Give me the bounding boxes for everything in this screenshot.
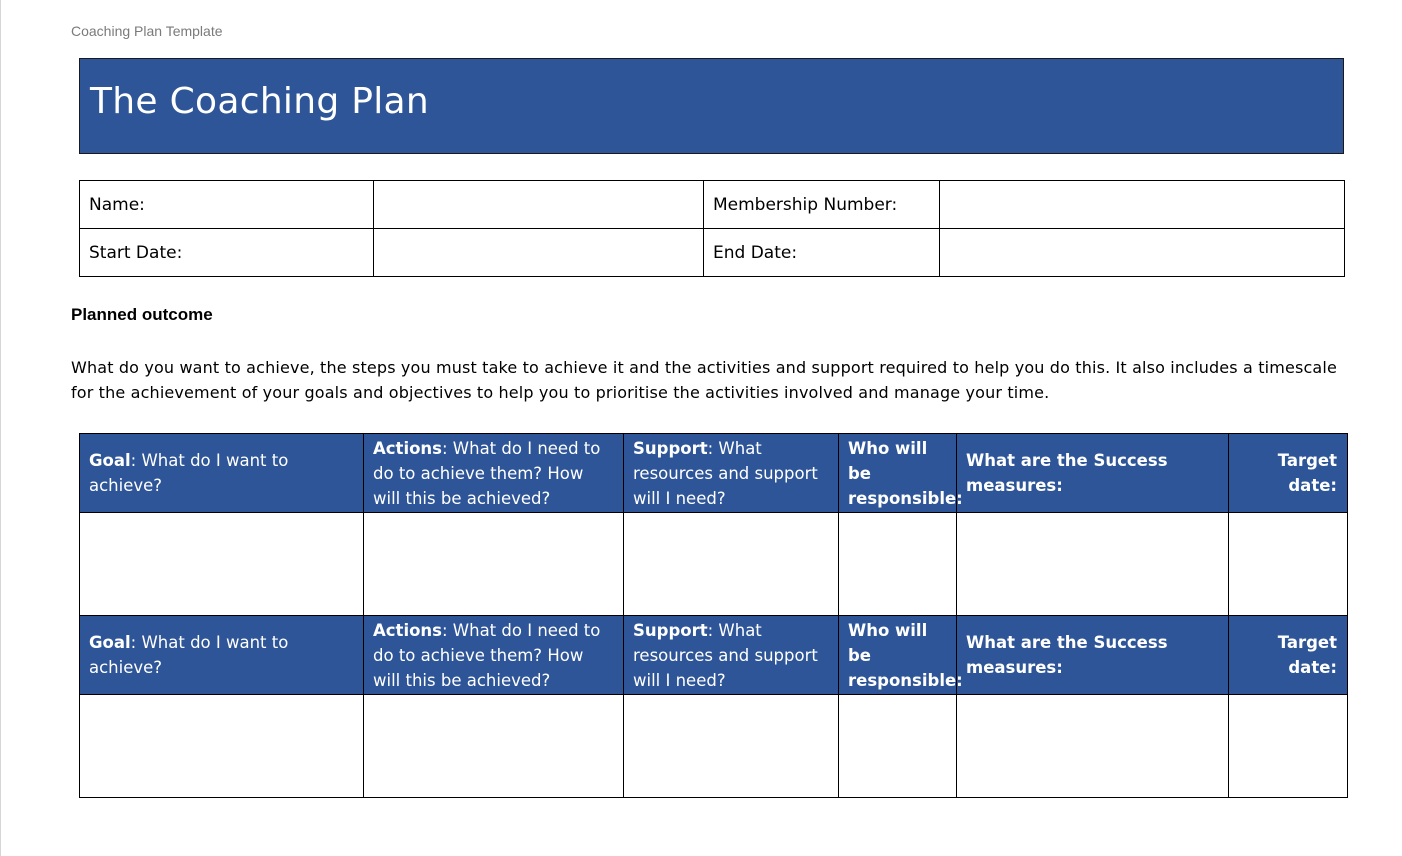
success-measures-column-header: What are the Success measures:	[957, 616, 1229, 695]
support-cell[interactable]	[624, 513, 839, 616]
start-date-label: Start Date:	[80, 229, 374, 277]
actions-header-text: : What do I need to do to achieve them? How will this be achieved?	[373, 438, 601, 508]
target-date-column-header: Target date:	[1229, 616, 1348, 695]
support-column-header	[624, 616, 839, 695]
success-measures-cell[interactable]	[957, 695, 1229, 798]
name-field[interactable]	[374, 181, 704, 229]
support-header-strong: Support	[633, 620, 708, 640]
actions-header-strong: Actions	[373, 438, 442, 458]
goal-column-header	[80, 434, 364, 513]
title-banner	[79, 58, 1344, 154]
actions-column-header	[364, 616, 624, 695]
actions-cell[interactable]	[364, 513, 624, 616]
support-column-header	[624, 434, 839, 513]
intro-paragraph: What do you want to achieve, the steps you must take to achieve it and the activities and support required to help you do this. It also includes a timescale for the achievement of your goals and objectives to help you to prioritise the activities involved and manage your time.	[71, 358, 1337, 402]
goal-header-strong: Goal	[89, 451, 131, 470]
who-responsible-column-header: Who will be responsible:	[839, 434, 957, 513]
goal-header-strong: Goal	[89, 633, 131, 652]
goal-header-text: : What do I want to achieve?	[89, 633, 289, 677]
support-header-strong: Support	[633, 438, 708, 458]
target-date-column-header: Target date:	[1229, 434, 1348, 513]
page-edge-rule	[0, 0, 1, 856]
info-row-name	[80, 181, 1345, 229]
end-date-label: End Date:	[704, 229, 940, 277]
goal-column-header	[80, 616, 364, 695]
target-date-cell[interactable]	[1229, 695, 1348, 798]
who-responsible-cell[interactable]	[839, 513, 957, 616]
start-date-field[interactable]	[374, 229, 704, 277]
support-header-text: : What resources and support will I need?	[633, 438, 818, 508]
support-cell[interactable]	[624, 695, 839, 798]
membership-number-field[interactable]	[940, 181, 1345, 229]
name-label: Name:	[80, 181, 374, 229]
actions-column-header	[364, 434, 624, 513]
success-measures-column-header: What are the Success measures:	[957, 434, 1229, 513]
member-info-table	[79, 180, 1345, 277]
coaching-plan-table	[79, 433, 1348, 798]
who-responsible-cell[interactable]	[839, 695, 957, 798]
success-measures-cell[interactable]	[957, 513, 1229, 616]
plan-entry-row	[80, 695, 1348, 798]
plan-header-row	[80, 616, 1348, 695]
actions-cell[interactable]	[364, 695, 624, 798]
goal-cell[interactable]	[80, 695, 364, 798]
who-responsible-column-header: Who will be responsible:	[839, 616, 957, 695]
membership-number-label: Membership Number:	[704, 181, 940, 229]
actions-header-text: : What do I need to do to achieve them? How will this be achieved?	[373, 620, 601, 690]
goal-header-text: : What do I want to achieve?	[89, 451, 289, 495]
target-date-cell[interactable]	[1229, 513, 1348, 616]
actions-header-strong: Actions	[373, 620, 442, 640]
support-header-text: : What resources and support will I need?	[633, 620, 818, 690]
info-row-dates	[80, 229, 1345, 277]
plan-entry-row	[80, 513, 1348, 616]
document-header: Coaching Plan Template	[71, 23, 223, 39]
end-date-field[interactable]	[940, 229, 1345, 277]
plan-header-row	[80, 434, 1348, 513]
goal-cell[interactable]	[80, 513, 364, 616]
planned-outcome-heading: Planned outcome	[71, 305, 213, 324]
page-title: The Coaching Plan	[90, 81, 430, 122]
